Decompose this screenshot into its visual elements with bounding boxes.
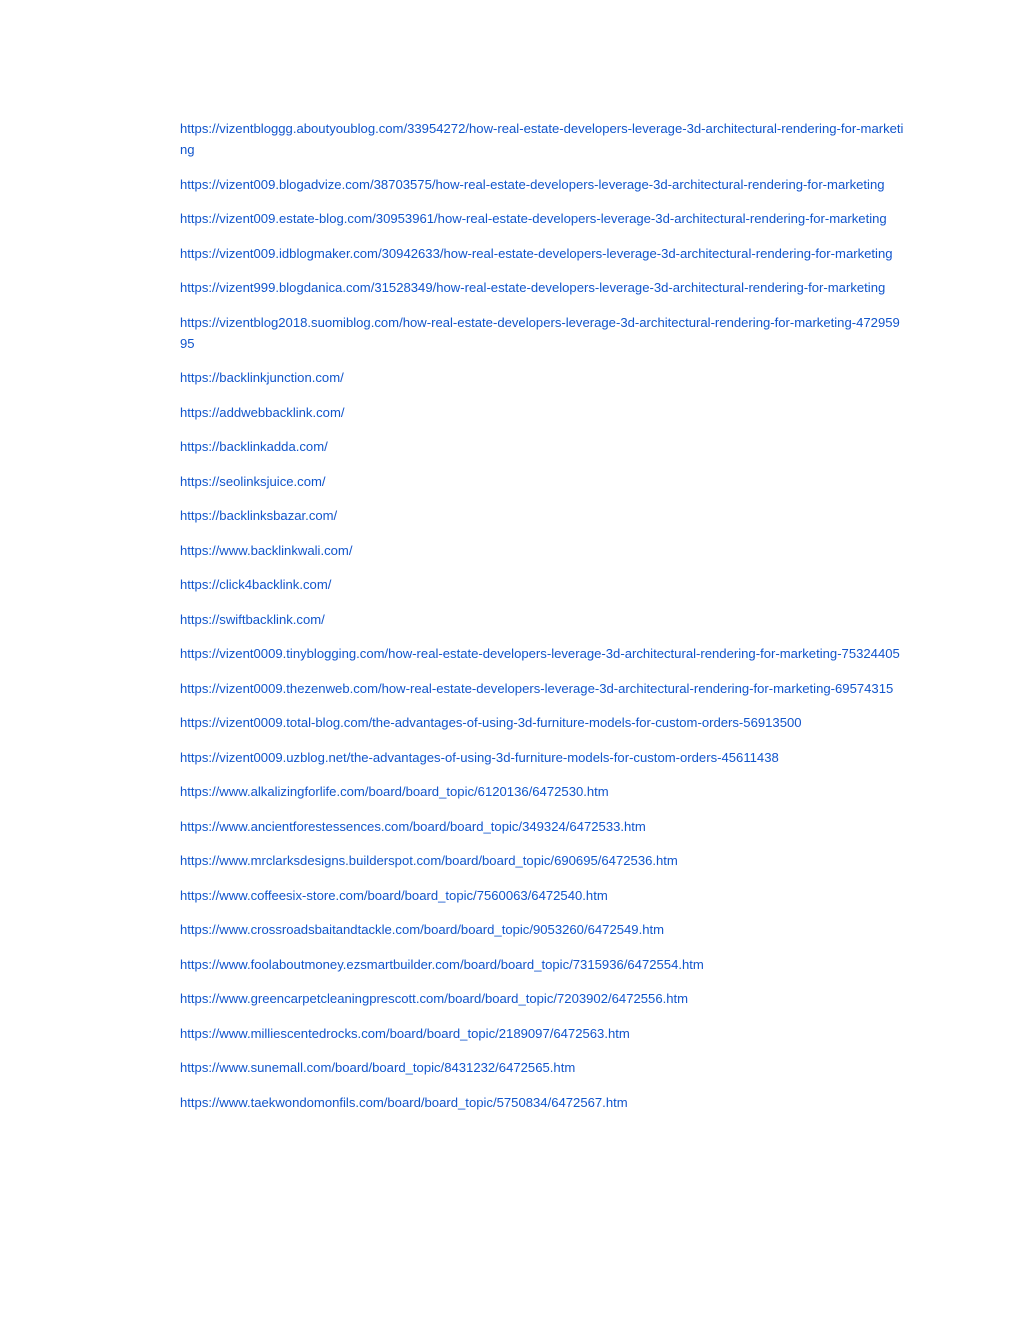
list-item bbox=[180, 781, 904, 802]
list-item bbox=[180, 540, 904, 561]
link-vizent0009-tinyblogging[interactable]: https://vizent0009.tinyblogging.com/how-real-estate-developers-leverage-3d-architectural-rendering-for-marketing-75324405 bbox=[180, 646, 900, 661]
list-item bbox=[180, 988, 904, 1009]
link-backlinkjunction[interactable]: https://backlinkjunction.com/ bbox=[180, 370, 344, 385]
link-seolinksjuice[interactable]: https://seolinksjuice.com/ bbox=[180, 473, 326, 489]
link-vizent0009-uzblog[interactable]: https://vizent0009.uzblog.net/the-advantages-of-using-3d-furniture-models-for-custom-orders-45611438 bbox=[180, 749, 779, 765]
list-item bbox=[180, 816, 904, 837]
document-page bbox=[180, 118, 904, 1126]
list-item bbox=[180, 243, 904, 264]
link-backlinksbazar[interactable]: https://backlinksbazar.com/ bbox=[180, 508, 338, 523]
link-vizent009-idblogmaker[interactable]: https://vizent009.idblogmaker.com/30942633/how-real-estate-developers-leverage-3d-architectural-rendering-for-marketing bbox=[180, 245, 893, 261]
list-item bbox=[180, 208, 904, 229]
link-coffeesix-store[interactable]: https://www.coffeesix-store.com/board/board_topic/7560063/6472540.htm bbox=[180, 887, 608, 903]
list-item bbox=[180, 402, 904, 423]
link-list bbox=[180, 118, 904, 1113]
link-backlinkwali[interactable]: https://www.backlinkwali.com/ bbox=[180, 542, 353, 558]
link-vizent009-estate-blog[interactable]: https://vizent009.estate-blog.com/30953961/how-real-estate-developers-leverage-3d-architectural-rendering-for-marketing bbox=[180, 211, 887, 226]
link-alkalizingforlife[interactable]: https://www.alkalizingforlife.com/board/board_topic/6120136/6472530.htm bbox=[180, 784, 609, 799]
list-item bbox=[180, 954, 904, 975]
list-item bbox=[180, 712, 904, 733]
link-swiftbacklink[interactable]: https://swiftbacklink.com/ bbox=[180, 611, 325, 627]
link-vizent009-blogadvize[interactable]: https://vizent009.blogadvize.com/38703575/how-real-estate-developers-leverage-3d-architectural-rendering-for-marketing bbox=[180, 176, 885, 192]
list-item bbox=[180, 574, 904, 595]
link-mrclarksdesigns[interactable]: https://www.mrclarksdesigns.builderspot.com/board/board_topic/690695/6472536.htm bbox=[180, 853, 678, 868]
link-vizent999-blogdanica[interactable]: https://vizent999.blogdanica.com/31528349/how-real-estate-developers-leverage-3d-architectural-rendering-for-marketing bbox=[180, 280, 886, 295]
list-item bbox=[180, 505, 904, 526]
link-click4backlink[interactable]: https://click4backlink.com/ bbox=[180, 577, 332, 592]
link-foolaboutmoney[interactable]: https://www.foolaboutmoney.ezsmartbuilder.com/board/board_topic/7315936/6472554.htm bbox=[180, 956, 704, 972]
link-vizentbloggg-aboutyoublog[interactable]: https://vizentbloggg.aboutyoublog.com/33954272/how-real-estate-developers-leverage-3d-architectural-rendering-for-marketing bbox=[180, 121, 904, 157]
list-item bbox=[180, 850, 904, 871]
list-item bbox=[180, 277, 904, 298]
list-item bbox=[180, 643, 904, 664]
link-vizent0009-total-blog[interactable]: https://vizent0009.total-blog.com/the-advantages-of-using-3d-furniture-models-for-custom-orders-56913500 bbox=[180, 715, 802, 730]
list-item bbox=[180, 1023, 904, 1044]
link-vizent0009-thezenweb[interactable]: https://vizent0009.thezenweb.com/how-real-estate-developers-leverage-3d-architectural-rendering-for-marketing-69574315 bbox=[180, 680, 894, 696]
list-item bbox=[180, 747, 904, 768]
list-item bbox=[180, 471, 904, 492]
list-item bbox=[180, 678, 904, 699]
list-item bbox=[180, 367, 904, 388]
link-greencarpetcleaningprescott[interactable]: https://www.greencarpetcleaningprescott.com/board/board_topic/7203902/6472556.htm bbox=[180, 991, 689, 1006]
list-item bbox=[180, 919, 904, 940]
list-item bbox=[180, 1092, 904, 1113]
list-item bbox=[180, 436, 904, 457]
link-addwebbacklink[interactable]: https://addwebbacklink.com/ bbox=[180, 404, 345, 420]
list-item bbox=[180, 885, 904, 906]
link-sunemall[interactable]: https://www.sunemall.com/board/board_topic/8431232/6472565.htm bbox=[180, 1060, 576, 1075]
link-crossroadsbaitandtackle[interactable]: https://www.crossroadsbaitandtackle.com/board/board_topic/9053260/6472549.htm bbox=[180, 922, 665, 937]
list-item bbox=[180, 312, 904, 354]
link-backlinkadda[interactable]: https://backlinkadda.com/ bbox=[180, 439, 328, 454]
link-ancientforestessences[interactable]: https://www.ancientforestessences.com/board/board_topic/349324/6472533.htm bbox=[180, 818, 646, 834]
list-item bbox=[180, 174, 904, 195]
link-taekwondomonfils[interactable]: https://www.taekwondomonfils.com/board/board_topic/5750834/6472567.htm bbox=[180, 1094, 628, 1110]
list-item bbox=[180, 1057, 904, 1078]
link-vizentblog2018-suomiblog[interactable]: https://vizentblog2018.suomiblog.com/how-real-estate-developers-leverage-3d-architectural-rendering-for-marketing-47295995 bbox=[180, 314, 900, 351]
link-milliescentedrocks[interactable]: https://www.milliescentedrocks.com/board/board_topic/2189097/6472563.htm bbox=[180, 1025, 630, 1041]
list-item bbox=[180, 118, 904, 160]
list-item bbox=[180, 609, 904, 630]
